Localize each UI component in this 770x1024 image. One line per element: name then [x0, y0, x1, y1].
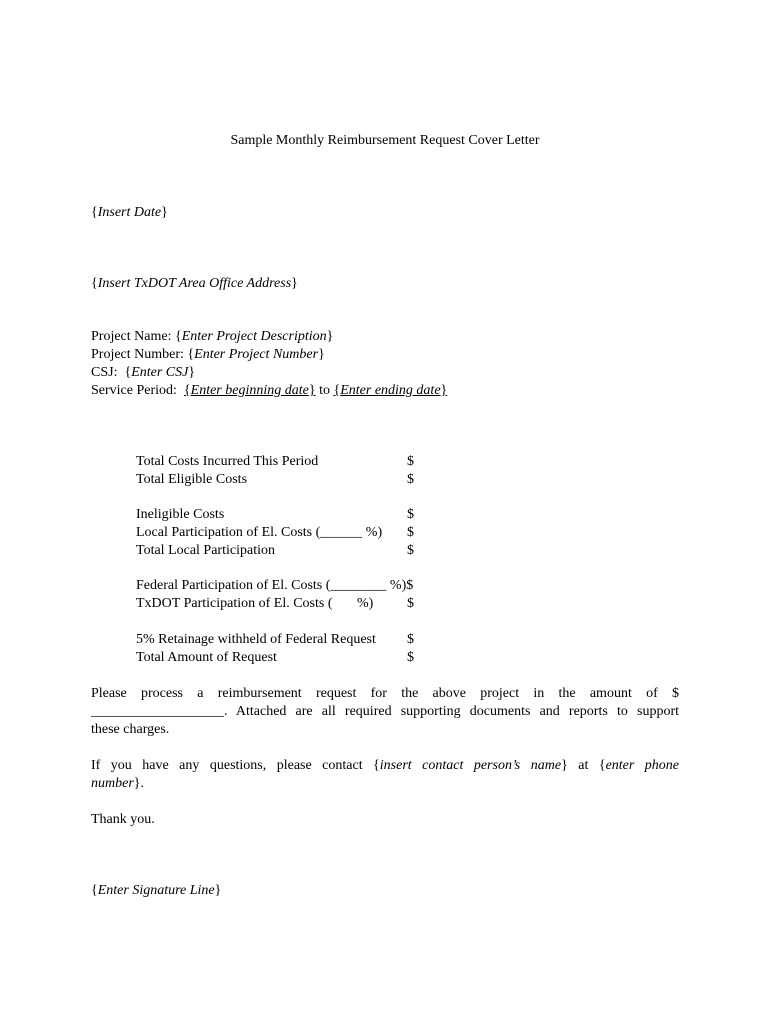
contact-paragraph [91, 757, 679, 793]
cost-label: Ineligible Costs [136, 507, 225, 522]
cost-symbol: $ [407, 596, 414, 611]
project-name-label: Project Name: [91, 329, 172, 344]
cost-label: 5% Retainage withheld of Federal Request [136, 632, 376, 647]
cost-label: Total Eligible Costs [136, 472, 248, 487]
paragraph-line: Please process a reimbursement request for the above project in the amount of $ [91, 686, 679, 701]
service-period-label: Service Period: [91, 383, 177, 398]
cost-symbol: $ [407, 525, 414, 540]
request-paragraph [91, 685, 679, 739]
project-number-line: Project Number: {Enter Project Number} [91, 347, 325, 362]
project-number-label: Project Number: [91, 347, 184, 362]
cost-label: Total Local Participation [136, 543, 275, 558]
cost-symbol: $ [407, 507, 414, 522]
cost-symbol: $ [407, 543, 414, 558]
thanks-line: Thank you. [91, 812, 155, 827]
document-title: Sample Monthly Reimbursement Request Cover Letter [230, 133, 540, 148]
csj-label: CSJ: [91, 365, 118, 380]
project-name-value: Enter Project Description [181, 329, 327, 344]
cost-symbol: $ [407, 454, 414, 469]
cost-label: TxDOT Participation of El. Costs ( %) [136, 596, 374, 611]
phone-placeholder: enter phone [605, 758, 680, 773]
contact-name-placeholder: insert contact person’s name [379, 758, 562, 773]
address-line: {Insert TxDOT Area Office Address} [91, 276, 298, 291]
cost-label: Total Amount of Request [136, 650, 277, 665]
cost-symbol: $ [407, 632, 414, 647]
signature-line: {Enter Signature Line} [91, 883, 222, 898]
address-placeholder: Insert TxDOT Area Office Address [97, 276, 292, 291]
paragraph-line: these charges. [91, 722, 170, 737]
paragraph-line: number}. [91, 776, 145, 791]
date-placeholder: Insert Date [97, 205, 162, 220]
cost-label: Local Participation of El. Costs (______ %) [136, 525, 383, 540]
signature-placeholder: Enter Signature Line [97, 883, 215, 898]
cost-symbol: $ [407, 472, 414, 487]
period-to: to [319, 383, 330, 398]
csj-line: CSJ: {Enter CSJ} [91, 365, 196, 380]
date-line: {Insert Date} [91, 205, 168, 220]
cost-label: Federal Participation of El. Costs (________ %)$ [136, 578, 414, 593]
cost-label: Total Costs Incurred This Period [136, 454, 319, 469]
paragraph-line: ___________________. Attached are all required supporting documents and reports to support [91, 704, 679, 719]
service-period-line [91, 382, 447, 400]
period-end: {Enter ending date} [333, 383, 448, 398]
period-begin: {Enter beginning date} [183, 383, 316, 398]
csj-value: Enter CSJ [131, 365, 189, 380]
project-name-line: Project Name: {Enter Project Description} [91, 329, 334, 344]
cost-symbol: $ [407, 650, 414, 665]
paragraph-line: If you have any questions, please contact {insert contact person’s name} at {enter phone [91, 758, 680, 773]
project-number-value: Enter Project Number [194, 347, 319, 362]
